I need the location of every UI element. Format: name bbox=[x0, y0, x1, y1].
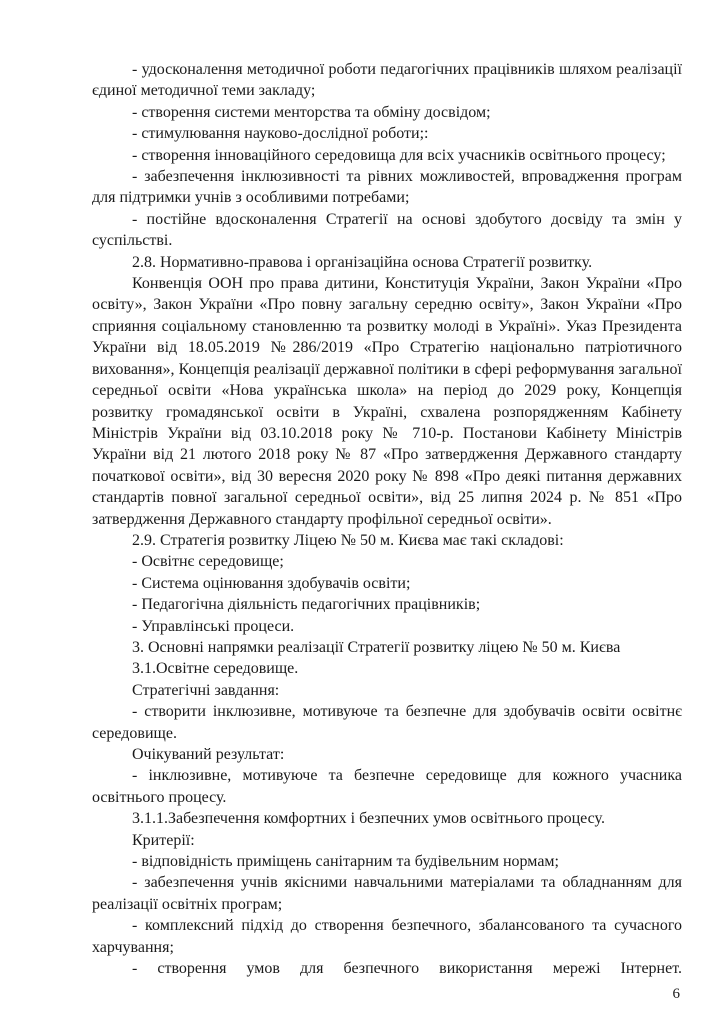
paragraph-bullet: - забезпечення інклюзивності та рівних можливостей, впровадження програм для підтримки учнів з особливими потребами; bbox=[92, 168, 682, 207]
section-heading-3-1: 3.1.Освітне середовище. bbox=[132, 660, 299, 678]
document-page bbox=[92, 59, 682, 979]
paragraph-legal-basis: Конвенція ООН про права дитини, Конституція України, Закон України «Про освіту», Закон України «Про повну загальну середню освіту», Закон України «Про сприяння соціальному становленню та розвитку молоді в Україні». Указ Президента України від 18.05.2019 №286/2019 «Про Стратегію національно патріотичного виховання», Концепція реалізації державної політики в сфері реформування загальної середньої освіти «Нова українська школа» на період до 2029 року, Концепція розвитку громадянської освіти в Україні, схвалена розпорядженням Кабінету Міністрів України від 03.10.2018 року № 710-р. Постанови Кабінету Міністрів України від 21 лютого 2018 року № 87 «Про затвердження Державного стандарту початкової освіти», від 30 вересня 2020 року № 898 «Про деякі питання державних стандартів повної загальної середньої освіти», від 25 липня 2024 р. № 851 «Про затвердження Державного стандарту профільної середньої освіти». bbox=[92, 275, 682, 528]
paragraph-bullet: - забезпечення учнів якісними навчальними матеріалами та обладнанням для реалізації освітніх програм; bbox=[92, 874, 682, 913]
paragraph-bullet: - створення інноваційного середовища для всіх учасників освітнього процесу; bbox=[132, 146, 666, 164]
component-list-item: - Система оцінювання здобувачів освіти; bbox=[132, 574, 411, 592]
paragraph-bullet: - інклюзивне, мотивуюче та безпечне середовище для кожного учасника освітнього процесу. bbox=[92, 767, 682, 806]
section-heading-2-8: 2.8. Нормативно-правова і організаційна основа Стратегії розвитку. bbox=[132, 253, 593, 271]
page-number: 6 bbox=[672, 986, 680, 1003]
paragraph-bullet: - комплексний підхід до створення безпечного, збалансованого та сучасного харчування; bbox=[92, 917, 682, 956]
component-list-item: - Педагогічна діяльність педагогічних працівників; bbox=[132, 596, 481, 614]
component-list-item: - Управлінські процеси. bbox=[132, 617, 295, 635]
paragraph-bullet: - створення системи менторства та обміну досвідом; bbox=[132, 103, 491, 121]
paragraph-bullet: - створення умов для безпечного використання мережі Інтернет. bbox=[132, 960, 682, 978]
section-heading-3-1-1: 3.1.1.Забезпечення комфортних і безпечних умов освітнього процесу. bbox=[132, 810, 605, 828]
section-heading-2-9: 2.9. Стратегія розвитку Ліцею № 50 м. Києва має такі складові: bbox=[132, 531, 564, 549]
paragraph-bullet: - стимулювання науково-дослідної роботи;: bbox=[132, 125, 429, 143]
label-strategic-tasks: Стратегічні завдання: bbox=[132, 681, 280, 699]
section-heading-3: 3. Основні напрямки реалізації Стратегії розвитку ліцею № 50 м. Києва bbox=[132, 638, 621, 656]
label-criteria: Критерії: bbox=[132, 831, 195, 849]
label-expected-result: Очікуваний результат: bbox=[132, 746, 285, 763]
paragraph-bullet: - створити інклюзивне, мотивуюче та безпечне для здобувачів освіти освітнє середовище. bbox=[92, 703, 682, 742]
paragraph-bullet: - постійне вдосконалення Стратегії на основі здобутого досвіду та змін у суспільстві. bbox=[92, 210, 682, 250]
document-sheet bbox=[92, 59, 682, 1003]
paragraph-bullet: - відповідність приміщень санітарним та будівельним нормам; bbox=[132, 853, 559, 871]
paragraph-bullet: - удосконалення методичної роботи педагогічних працівників шляхом реалізації єдиної методичної теми закладу; bbox=[92, 61, 682, 100]
component-list-item: - Освітнє середовище; bbox=[132, 553, 284, 571]
